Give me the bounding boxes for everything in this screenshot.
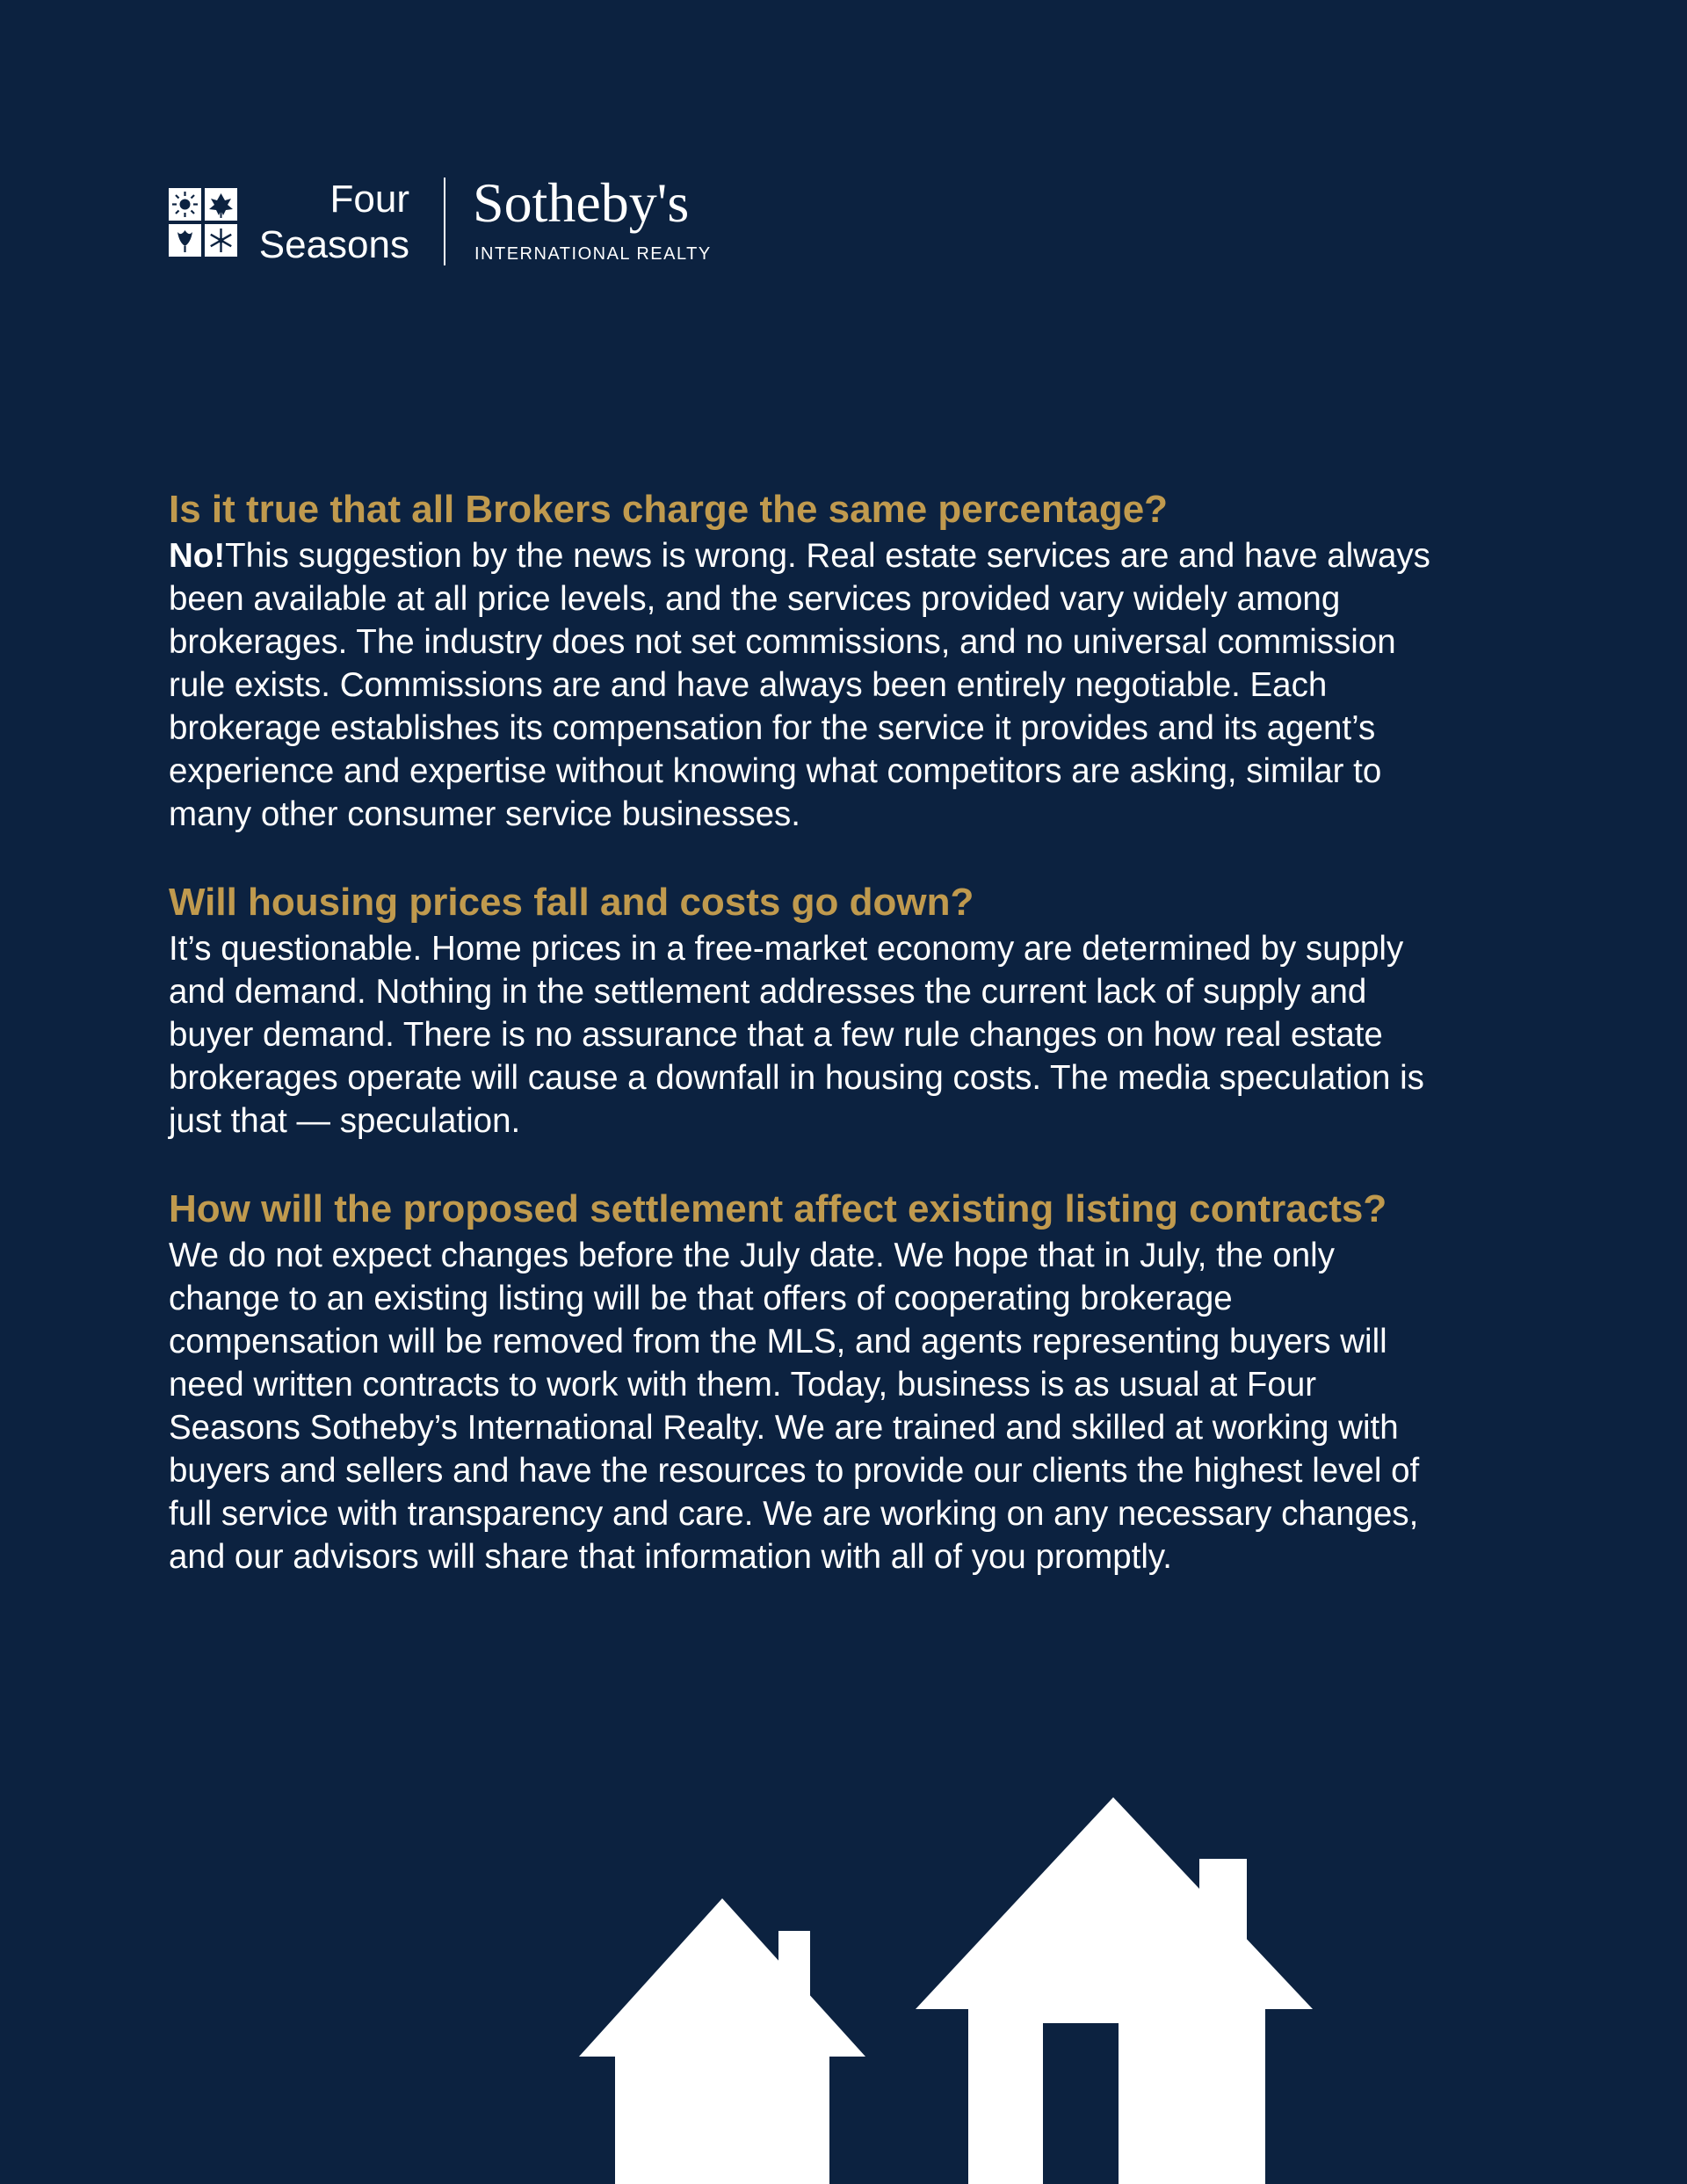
faq-content	[169, 485, 1452, 1621]
logo-four-text: Four	[329, 178, 409, 221]
faq-answer: It’s questionable. Home prices in a free-market economy are determined by supply and demand. Nothing in the settlement addresses the current lack of supply and buyer demand. There is no assurance that a few rule changes on how real estate brokerages operate will cause a downfall in housing costs. The media speculation is just that — speculation.	[169, 930, 1424, 1140]
company-logo	[169, 172, 731, 269]
faq-answer	[169, 534, 1452, 836]
house-door	[1043, 2023, 1119, 2184]
faq-section-contracts	[169, 1185, 1452, 1578]
faq-question: Is it true that all Brokers charge the same percentage?	[169, 488, 1169, 531]
faq-section-prices	[169, 878, 1452, 1143]
logo-brand-text: Sotheby's	[473, 171, 690, 234]
faq-answer-lead: No!	[169, 537, 226, 575]
large-house-icon	[916, 1797, 1313, 2184]
faq-question: Will housing prices fall and costs go down?	[169, 881, 974, 924]
logo-subtitle-text: INTERNATIONAL REALTY	[474, 244, 712, 264]
logo-seasons-text: Seasons	[258, 223, 409, 266]
four-seasons-emblem-icon	[169, 188, 237, 257]
faq-section-commission	[169, 485, 1452, 836]
houses-illustration	[0, 1784, 1687, 2184]
logo-divider	[444, 178, 445, 265]
small-house-icon	[579, 1898, 865, 2184]
faq-question: How will the proposed settlement affect existing listing contracts?	[169, 1187, 1387, 1230]
faq-answer: We do not expect changes before the July date. We hope that in July, the only change to an existing listing will be that offers of cooperating brokerage compensation will be removed from the MLS, and agents representing buyers will need written contracts to work with them. Today, business is as usual at Four Seasons Sotheby’s International Realty. We are trained and skilled at working with buyers and sellers and have the resources to provide our clients the highest level of full service with transparency and care. We are working on any necessary changes, and our advisors will share that information with all of you promptly.	[169, 1237, 1420, 1576]
faq-answer-text: This suggestion by the news is wrong. Real estate services are and have always been available at all price levels, and the services provided vary widely among brokerages. The industry does not set commissions, and no universal commission rule exists. Commissions are and have always been entirely negotiable. Each brokerage establishes its compensation for the service it provides and its agent’s experience and expertise without knowing what competitors are asking, similar to many other consumer service businesses.	[169, 537, 1430, 833]
